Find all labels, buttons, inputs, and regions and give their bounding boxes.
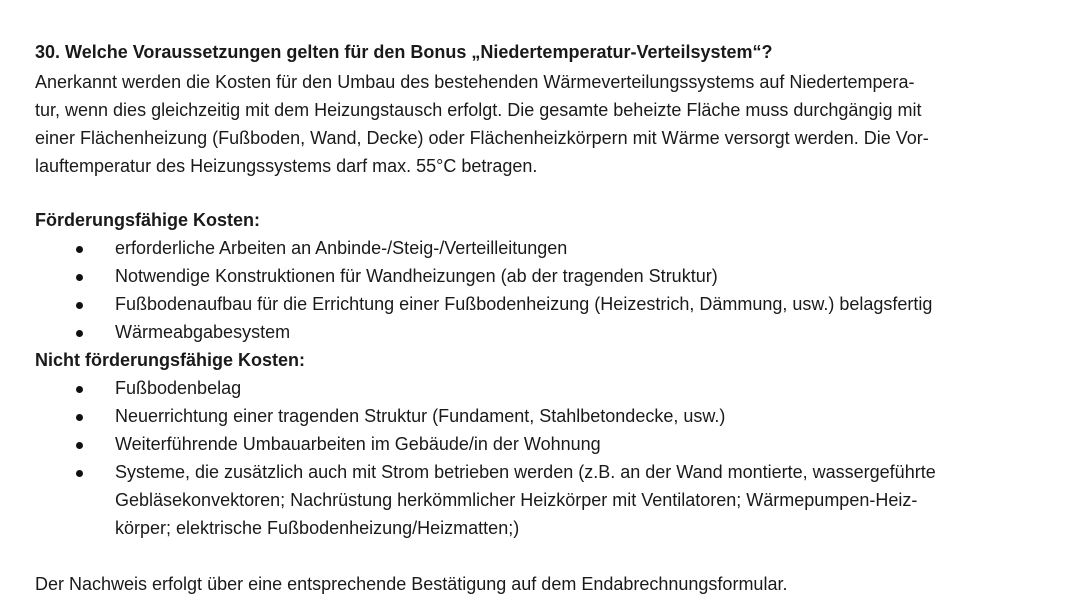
bullet-icon <box>76 274 83 281</box>
list-item: Fußbodenbelag <box>35 374 1035 402</box>
list-item: Wärmeabgabesystem <box>35 318 1035 346</box>
intro-paragraph <box>35 68 1035 180</box>
bullet-icon <box>76 330 83 337</box>
list-item: Weiterführende Umbauarbeiten im Gebäude/in der Wohnung <box>35 430 1035 458</box>
non-eligible-costs-list <box>35 374 1035 542</box>
intro-line: lauftemperatur des Heizungssystems darf max. 55°C betragen. <box>35 156 538 176</box>
spacer <box>35 180 1035 206</box>
bullet-icon <box>76 414 83 421</box>
question-heading: 30. Welche Voraussetzungen gelten für den Bonus „Niedertemperatur-Verteilsystem“? <box>35 42 773 62</box>
footer-note: Der Nachweis erfolgt über eine entsprechende Bestätigung auf dem Endabrechnungsformular. <box>35 574 788 594</box>
spacer <box>35 542 1035 570</box>
non-eligible-costs-title: Nicht förderungsfähige Kosten: <box>35 350 306 370</box>
list-item: erforderliche Arbeiten an Anbinde-/Steig-/Verteilleitungen <box>35 234 1035 262</box>
list-item: Fußbodenaufbau für die Errichtung einer Fußbodenheizung (Heizestrich, Dämmung, usw.) belagsfertig <box>35 290 1035 318</box>
bullet-icon <box>76 442 83 449</box>
bullet-icon <box>76 470 83 477</box>
document-content <box>35 38 1035 598</box>
bullet-icon <box>76 246 83 253</box>
list-item: Notwendige Konstruktionen für Wandheizungen (ab der tragenden Struktur) <box>35 262 1035 290</box>
bullet-icon <box>76 386 83 393</box>
intro-line: Anerkannt werden die Kosten für den Umbau des bestehenden Wärmeverteilungssystems auf Niedertempera- <box>35 72 915 92</box>
eligible-costs-title: Förderungsfähige Kosten: <box>35 210 261 230</box>
list-item: Systeme, die zusätzlich auch mit Strom betrieben werden (z.B. an der Wand montierte, wassergeführte Gebläsekonvektoren; Nachrüstung herkömmlicher Heizkörper mit Ventilatoren; Wärmepumpen-Heiz- körper; elektrische Fußbodenheizung/Heizmatten;) <box>35 458 1035 542</box>
list-item: Neuerrichtung einer tragenden Struktur (Fundament, Stahlbetondecke, usw.) <box>35 402 1035 430</box>
intro-line: tur, wenn dies gleichzeitig mit dem Heizungstausch erfolgt. Die gesamte beheizte Fläche muss durchgängig mit <box>35 100 922 120</box>
eligible-costs-list <box>35 234 1035 346</box>
intro-line: einer Flächenheizung (Fußboden, Wand, Decke) oder Flächenheizkörpern mit Wärme versorgt werden. Die Vor- <box>35 128 929 148</box>
bullet-icon <box>76 302 83 309</box>
